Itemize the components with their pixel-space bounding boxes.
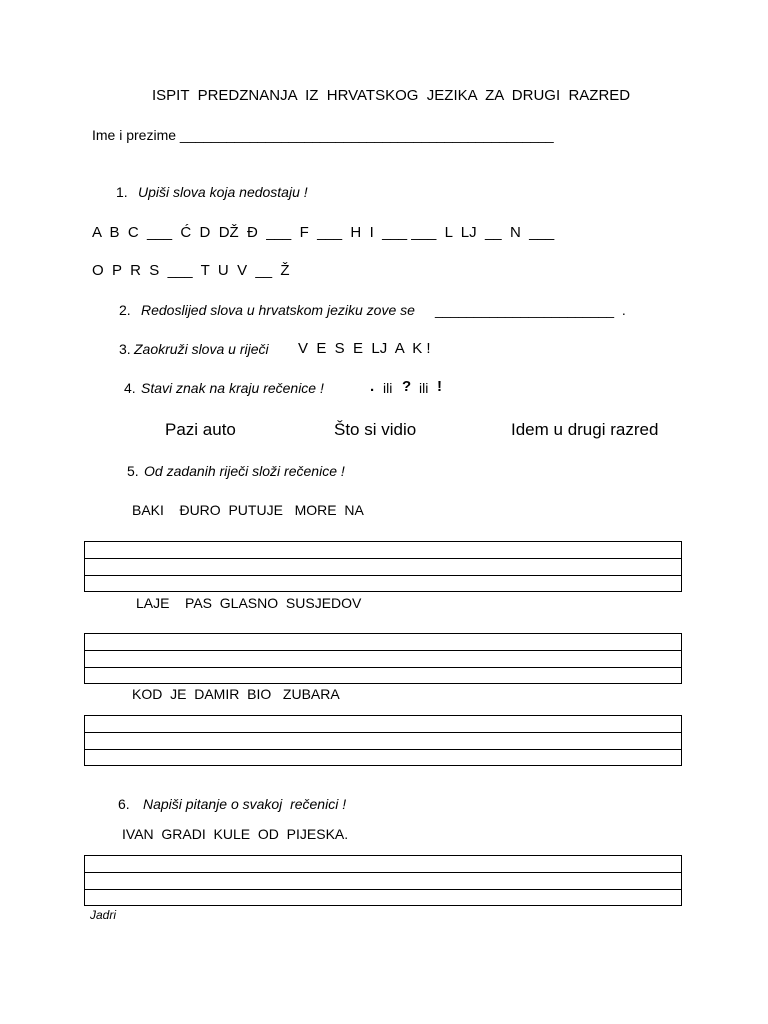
q2-number: 2. — [119, 302, 131, 318]
q4-prompt: Stavi znak na kraju rečenice ! — [141, 380, 324, 396]
q3-word[interactable]: V E S E LJ A K ! — [298, 340, 431, 357]
alphabet-row-2[interactable]: O P R S ___ T U V __ Ž — [92, 262, 290, 279]
q4-sentence-1[interactable]: Pazi auto — [165, 420, 236, 439]
q1-prompt: Upiši slova koja nedostaju ! — [138, 184, 308, 200]
q5-words-3: KOD JE DAMIR BIO ZUBARA — [132, 686, 340, 702]
q2-answer-blank[interactable]: _______________________ . — [435, 302, 626, 318]
q4-sign-exclamation: ! — [437, 378, 442, 395]
q6-number: 6. — [118, 796, 130, 812]
q6-sentence: IVAN GRADI KULE OD PIJESKA. — [122, 826, 349, 842]
q4-number: 4. — [124, 380, 136, 396]
q4-or-1: ili — [383, 380, 393, 396]
q3-number: 3. — [119, 341, 131, 357]
name-line[interactable]: Ime i prezime ________________________________________________ — [92, 127, 554, 143]
q6-prompt: Napiši pitanje o svakoj rečenici ! — [143, 796, 347, 812]
q4-sign-period: . — [370, 378, 375, 395]
q5-answer-box-1[interactable] — [84, 541, 682, 592]
q4-sign-question: ? — [402, 378, 412, 395]
q5-prompt: Od zadanih riječi složi rečenice ! — [144, 463, 345, 479]
q5-number: 5. — [127, 463, 139, 479]
q5-answer-box-3[interactable] — [84, 715, 682, 766]
alphabet-row-1[interactable]: A B C ___ Ć D DŽ Đ ___ F ___ H I ___ ___ L LJ __ N ___ — [92, 224, 555, 241]
page-title: ISPIT PREDZNANJA IZ HRVATSKOG JEZIKA ZA DRUGI RAZRED — [152, 87, 631, 104]
q4-sentence-2[interactable]: Što si vidio — [334, 420, 417, 439]
q5-words-1: BAKI ĐURO PUTUJE MORE NA — [132, 502, 364, 518]
q5-words-2: LAJE PAS GLASNO SUSJEDOV — [136, 595, 362, 611]
q4-sentence-3[interactable]: Idem u drugi razred — [511, 420, 659, 439]
q1-number: 1. — [116, 184, 128, 200]
q4-or-2: ili — [419, 380, 429, 396]
q5-answer-box-2[interactable] — [84, 633, 682, 684]
q2-prompt: Redoslijed slova u hrvatskom jeziku zove se — [141, 302, 415, 318]
footer-text: Jadri — [90, 908, 117, 922]
q6-answer-box[interactable] — [84, 855, 682, 906]
q3-prompt: Zaokruži slova u riječi — [134, 341, 269, 357]
